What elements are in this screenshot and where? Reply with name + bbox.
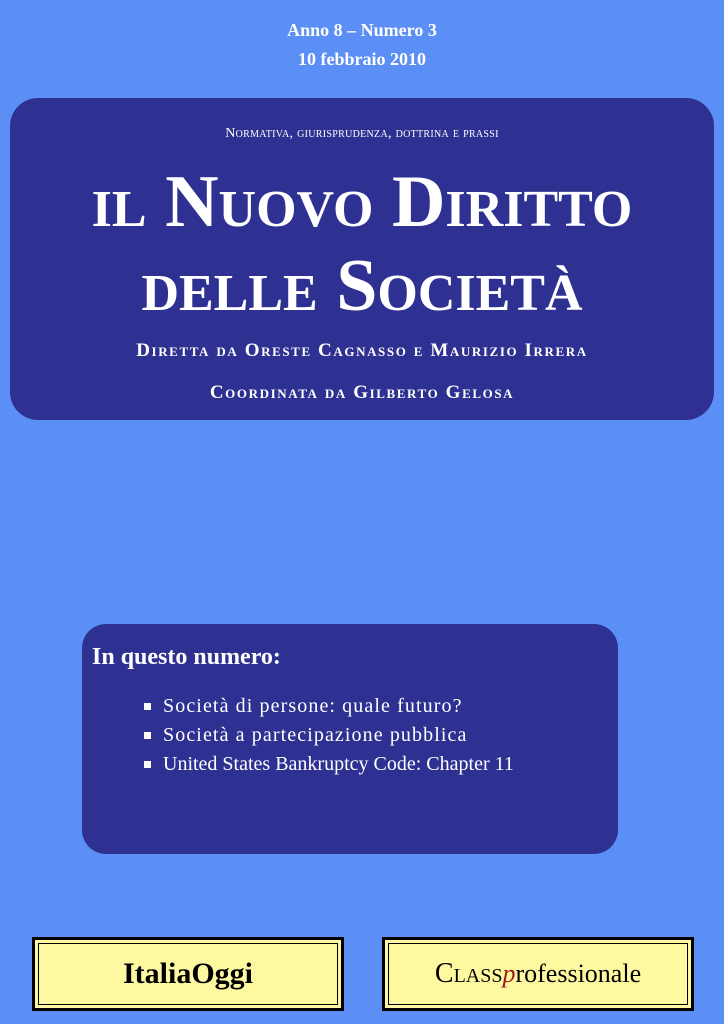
- class-logo-p: p: [502, 959, 516, 988]
- square-bullet-icon: [144, 703, 151, 710]
- issue-info: [0, 16, 724, 74]
- class-professionale-logo-box: [382, 937, 694, 1011]
- list-item-text: Società a partecipazione pubblica: [163, 724, 468, 746]
- contents-heading: In questo numero:: [92, 644, 281, 670]
- issue-date: 10 febbraio 2010: [298, 49, 426, 69]
- contents-list: [144, 692, 514, 779]
- list-item: [144, 750, 514, 779]
- issue-volume: Anno 8 – Numero 3: [287, 20, 437, 40]
- journal-title: [10, 160, 714, 328]
- square-bullet-icon: [144, 761, 151, 768]
- class-professionale-logo-frame: [388, 943, 688, 1005]
- list-item: [144, 692, 514, 721]
- list-item: [144, 721, 514, 750]
- class-professionale-logo: [435, 958, 641, 990]
- masthead-subtitle: Normativa, giurisprudenza, dottrina e prassi: [225, 126, 499, 141]
- contents-panel: [82, 624, 618, 854]
- journal-title-line2: delle Società: [141, 245, 583, 327]
- list-item-text: Società di persone: quale futuro?: [163, 695, 463, 717]
- class-logo-caps: Class: [434, 958, 503, 989]
- coordinator-line: Coordinata da Gilberto Gelosa: [209, 382, 515, 403]
- square-bullet-icon: [144, 732, 151, 739]
- class-logo-rest: rofessionale: [515, 959, 642, 988]
- italiaoggi-logo-frame: [38, 943, 338, 1005]
- director-line: Diretta da Oreste Cagnasso e Maurizio Irrera: [136, 340, 588, 361]
- masthead-panel: [10, 98, 714, 420]
- journal-title-line1: il Nuovo Diritto: [91, 161, 633, 243]
- italiaoggi-logo-box: [32, 937, 344, 1011]
- italiaoggi-logo: ItaliaOggi: [122, 957, 253, 990]
- list-item-text: United States Bankruptcy Code: Chapter 11: [163, 753, 514, 775]
